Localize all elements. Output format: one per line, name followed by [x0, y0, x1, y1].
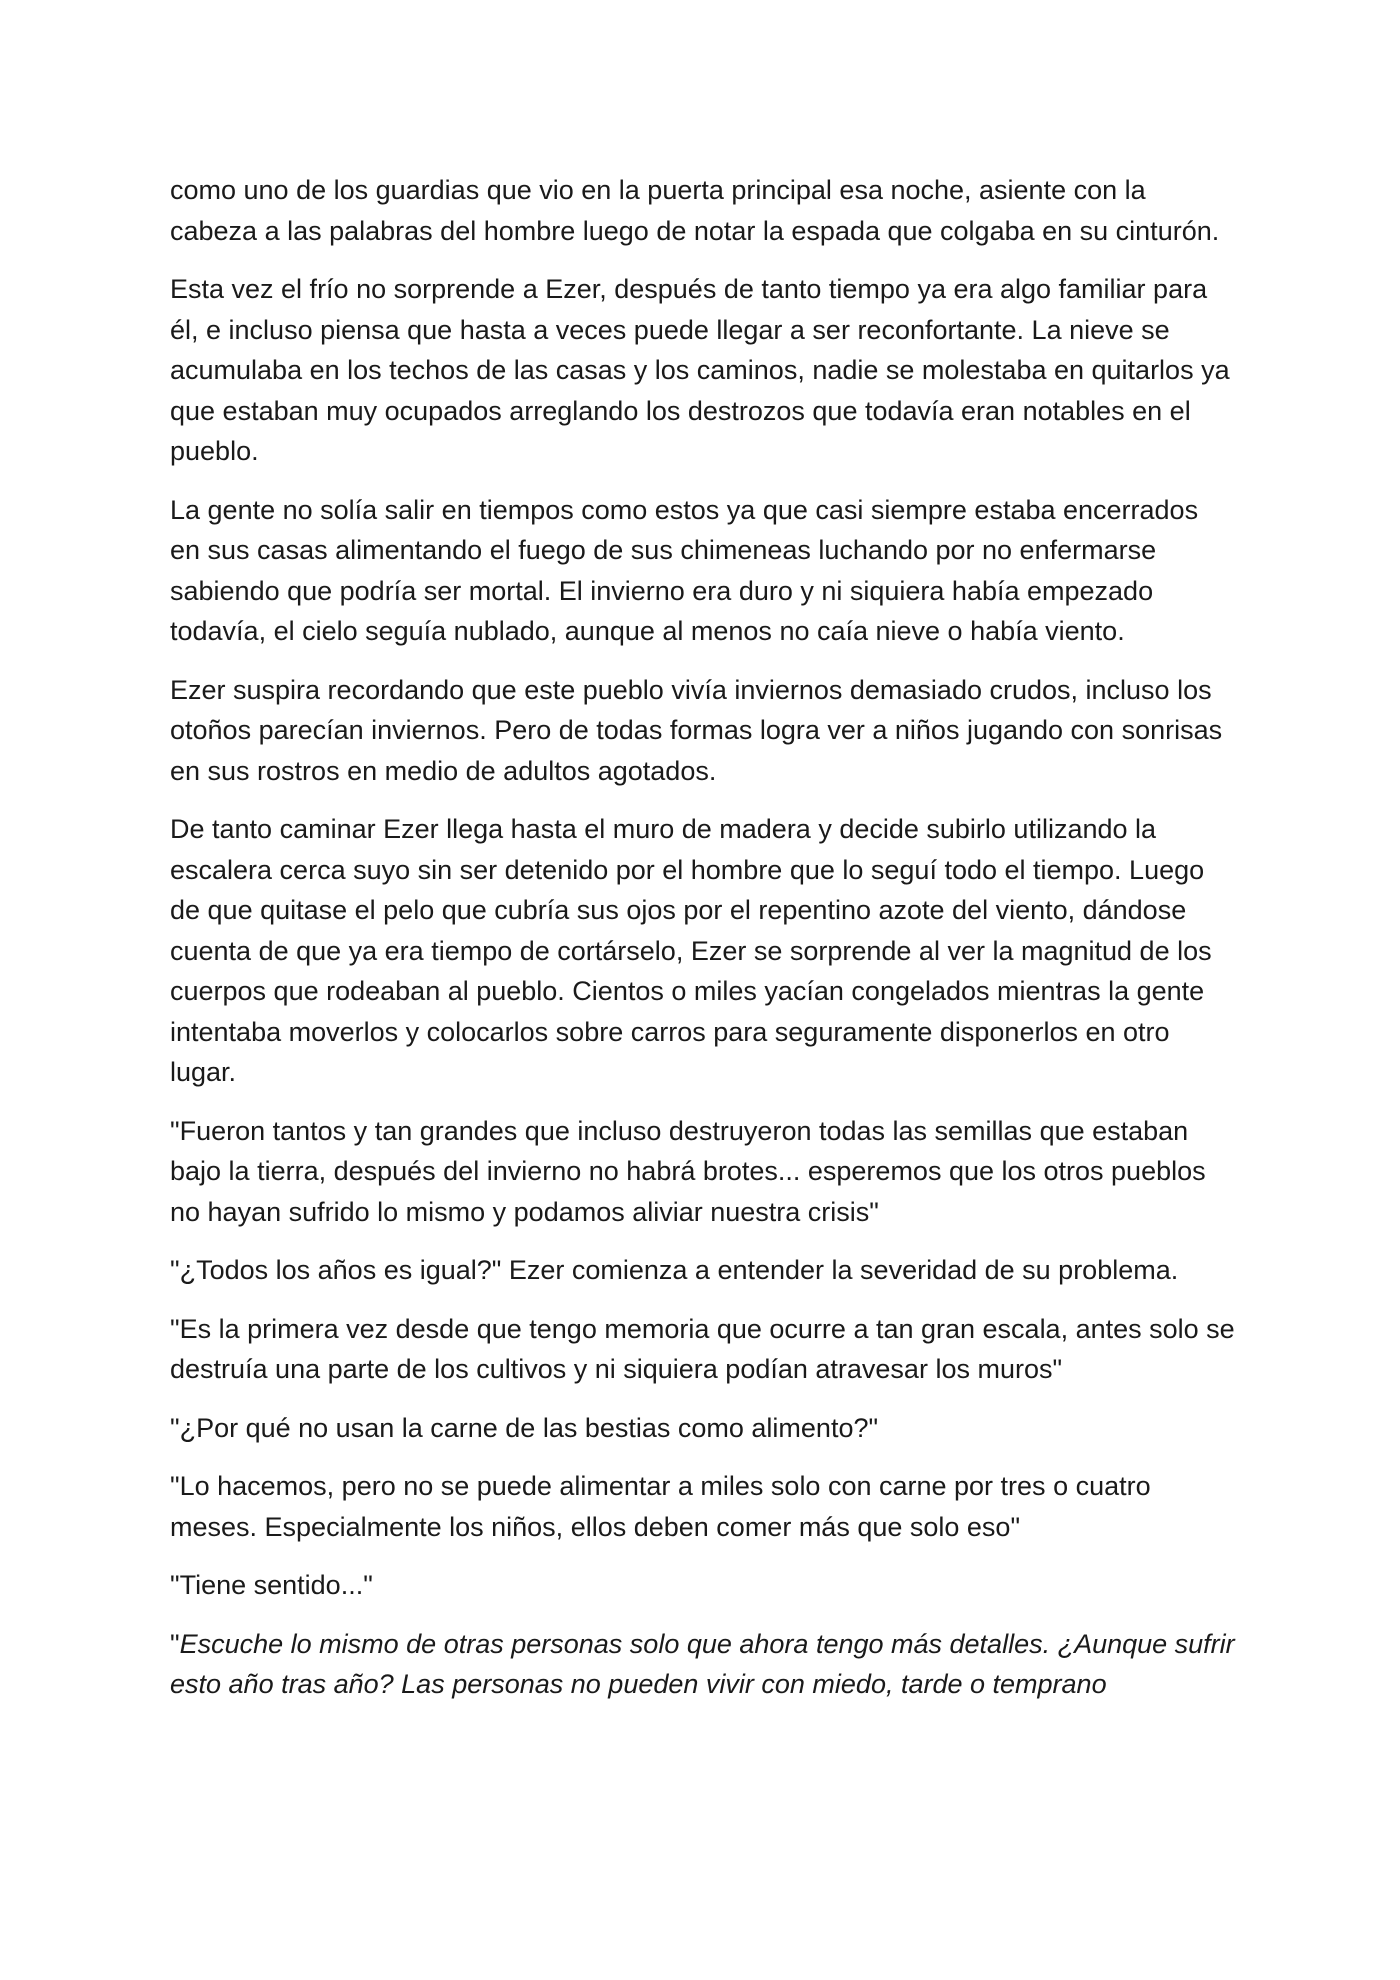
document-body	[170, 170, 1235, 1723]
paragraph: como uno de los guardias que vio en la puerta principal esa noche, asiente con la cabeza a las palabras del hombre luego de notar la espada que colgaba en su cinturón.	[170, 175, 1220, 246]
paragraph: Ezer suspira recordando que este pueblo vivía inviernos demasiado crudos, incluso los otoños parecían inviernos. Pero de todas formas logra ver a niños jugando con sonrisas en sus rostros en medio de adultos agotados.	[170, 674, 1223, 786]
paragraph-italic-quote	[170, 1624, 1235, 1705]
paragraph: "Fueron tantos y tan grandes que incluso destruyeron todas las semillas que estaban bajo la tierra, después del invierno no habrá brotes... esperemos que los otros pueblos no hayan sufrido lo mismo y podamos aliviar nuestra crisis"	[170, 1115, 1206, 1227]
paragraph: De tanto caminar Ezer llega hasta el muro de madera y decide subirlo utilizando la escalera cerca suyo sin ser detenido por el hombre que lo seguí todo el tiempo. Luego de que quitase el pelo que cubría sus ojos por el repentino azote del viento, dándose cuenta de que ya era tiempo de cortárselo, Ezer se sorprende al ver la magnitud de los cuerpos que rodeaban al pueblo. Cientos o miles yacían congelados mientras la gente intentaba moverlos y colocarlos sobre carros para seguramente disponerlos en otro lugar.	[170, 814, 1212, 1087]
quote-mark: "	[170, 1628, 180, 1659]
paragraph: "Tiene sentido..."	[170, 1570, 373, 1600]
paragraph: "Lo hacemos, pero no se puede alimentar a miles solo con carne por tres o cuatro meses. Especialmente los niños, ellos deben comer más que solo eso"	[170, 1471, 1151, 1542]
paragraph: Esta vez el frío no sorprende a Ezer, después de tanto tiempo ya era algo familiar para él, e incluso piensa que hasta a veces puede llegar a ser reconfortante. La nieve se acumulaba en los techos de las casas y los caminos, nadie se molestaba en quitarlos ya que estaban muy ocupados arreglando los destrozos que todavía eran notables en el pueblo.	[170, 274, 1230, 466]
paragraph: "¿Por qué no usan la carne de las bestias como alimento?"	[170, 1412, 879, 1443]
italic-dialogue: Escuche lo mismo de otras personas solo que ahora tengo más detalles. ¿Aunque sufrir esto año tras año? Las personas no pueden vivir con miedo, tarde o temprano	[170, 1628, 1235, 1699]
paragraph: "Es la primera vez desde que tengo memoria que ocurre a tan gran escala, antes solo se destruía una parte de los cultivos y ni siquiera podían atravesar los muros"	[170, 1313, 1235, 1384]
paragraph: La gente no solía salir en tiempos como estos ya que casi siempre estaba encerrados en sus casas alimentando el fuego de sus chimeneas luchando por no enfermarse sabiendo que podría ser mortal. El invierno era duro y ni siquiera había empezado todavía, el cielo seguía nublado, aunque al menos no caía nieve o había viento.	[170, 494, 1199, 646]
paragraph: "¿Todos los años es igual?" Ezer comienza a entender la severidad de su problema.	[170, 1255, 1179, 1285]
